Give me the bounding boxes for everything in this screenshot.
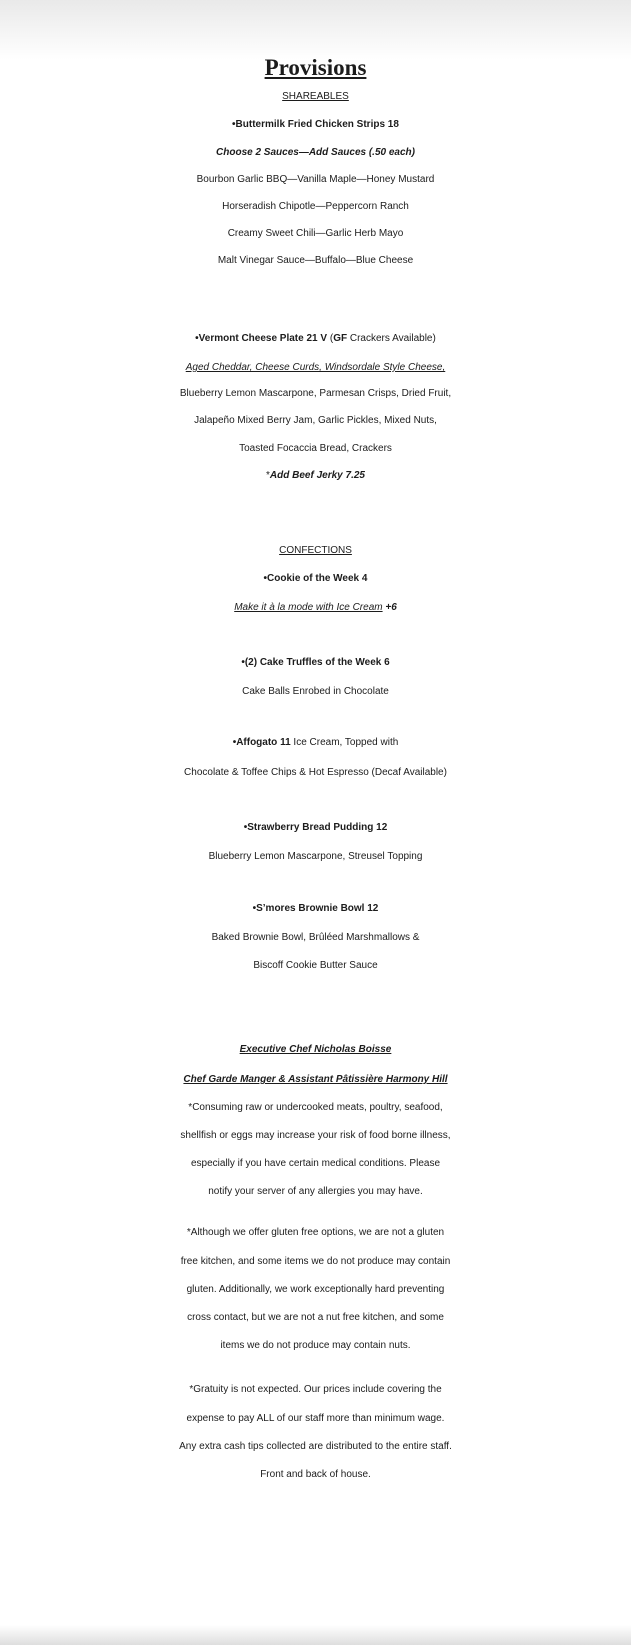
affogato-name: •Affogato 11 [232,737,291,748]
gluten-disclaimer: items we do not produce may contain nuts. [220,1340,411,1351]
sauce-line: Horseradish Chipotle—Peppercorn Ranch [222,201,409,212]
cookie-note-price: +6 [382,602,397,613]
gratuity-disclaimer: Any extra cash tips collected are distributed to the entire staff. [179,1441,452,1452]
truffles-name: •(2) Cake Truffles of the Week 6 [241,657,390,668]
gf-open: ( [329,333,334,344]
raw-food-disclaimer: shellfish or eggs may increase your risk of food borne illness, [180,1130,451,1141]
cookie-note [0,595,631,620]
shareables-heading: SHAREABLES [282,91,349,102]
affogato-heading [0,730,631,755]
chicken-strips-name: •Buttermilk Fried Chicken Strips 18 [232,119,399,130]
addon-text: Add Beef Jerky 7.25 [269,470,365,481]
cookie-name: •Cookie of the Week 4 [263,573,368,584]
smores-desc: Baked Brownie Bowl, Brûléed Marshmallows & [211,932,420,943]
beef-jerky-addon [0,463,631,488]
gluten-disclaimer: *Although we offer gluten free options, we are not a gluten [186,1227,445,1238]
cheese-plate-line: Jalapeño Mixed Berry Jam, Garlic Pickles, Mixed Nuts, [194,415,437,426]
gluten-disclaimer: cross contact, but we are not a nut free kitchen, and some [187,1312,444,1323]
raw-food-disclaimer: notify your server of any allergies you may have. [208,1186,423,1197]
sauce-line: Malt Vinegar Sauce—Buffalo—Blue Cheese [217,255,414,266]
smores-name: •S’mores Brownie Bowl 12 [252,903,379,914]
smores-desc: Biscoff Cookie Butter Sauce [253,960,378,971]
raw-food-disclaimer: especially if you have certain medical conditions. Please [190,1158,441,1169]
exec-chef-credit: Executive Chef Nicholas Boisse [239,1044,392,1055]
gratuity-disclaimer: expense to pay ALL of our staff more than minimum wage. [186,1413,445,1424]
raw-food-disclaimer: *Consuming raw or undercooked meats, poultry, seafood, [188,1102,443,1113]
sauce-line: Bourbon Garlic BBQ—Vanilla Maple—Honey Mustard [196,174,435,185]
gf-note: Crackers Available) [347,333,436,344]
affogato-desc: Chocolate & Toffee Chips & Hot Espresso (Decaf Available) [184,767,447,778]
cheese-plate-heading [0,326,631,351]
gf-label: GF [333,333,348,344]
garde-manger-credit: Chef Garde Manger & Assistant Pâtissière Harmony Hill [183,1074,448,1085]
gratuity-disclaimer: Front and back of house. [260,1469,371,1480]
cheese-plate-name: •Vermont Cheese Plate 21 V [195,333,328,344]
confections-heading: CONFECTIONS [279,545,352,556]
gluten-disclaimer: free kitchen, and some items we do not produce may contain [180,1256,451,1267]
addon-star: * [266,470,270,481]
cheese-plate-line: Toasted Focaccia Bread, Crackers [239,443,392,454]
menu-title: Provisions [264,55,367,80]
gratuity-disclaimer: *Gratuity is not expected. Our prices include covering the [189,1384,442,1395]
cheese-list: Aged Cheddar, Cheese Curds, Windsordale Style Cheese, [185,362,446,373]
sauce-note: Choose 2 Sauces—Add Sauces (.50 each) [216,147,415,158]
cheese-plate-line: Blueberry Lemon Mascarpone, Parmesan Crisps, Dried Fruit, [179,388,452,399]
bread-pudding-desc: Blueberry Lemon Mascarpone, Streusel Topping [208,851,423,862]
affogato-desc-inline: Ice Cream, Topped with [290,737,399,748]
truffles-desc: Cake Balls Enrobed in Chocolate [242,686,389,697]
gluten-disclaimer: gluten. Additionally, we work exceptionally hard preventing [186,1284,445,1295]
sauce-line: Creamy Sweet Chili—Garlic Herb Mayo [227,228,404,239]
cookie-note-text: Make it à la mode with Ice Cream [234,602,383,613]
bread-pudding-name: •Strawberry Bread Pudding 12 [243,822,388,833]
